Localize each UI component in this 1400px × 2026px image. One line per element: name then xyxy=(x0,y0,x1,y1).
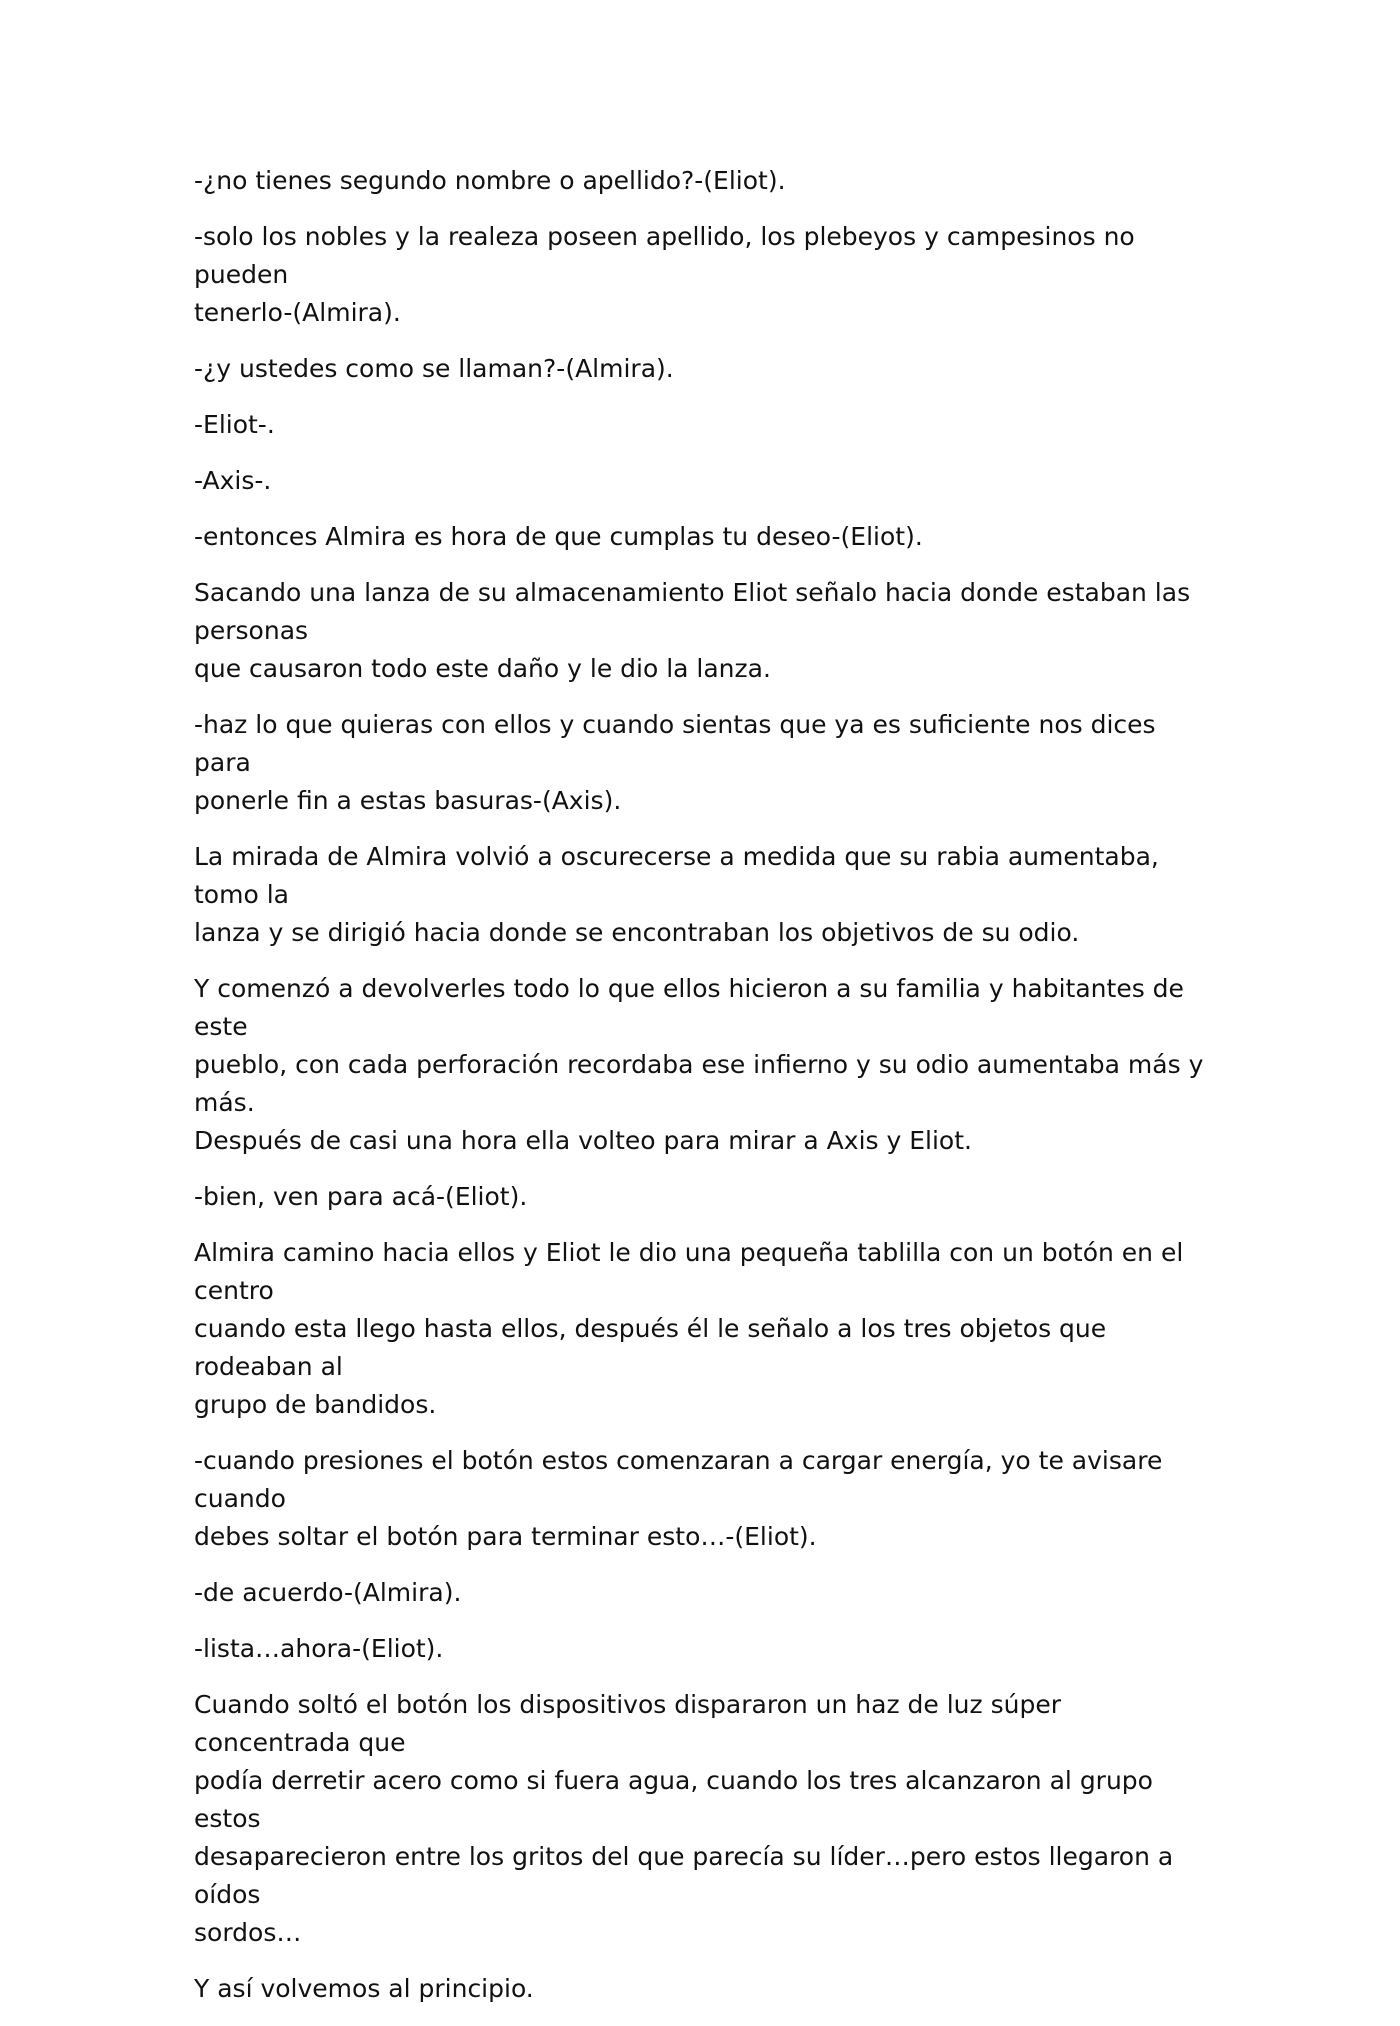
paragraph: Almira camino hacia ellos y Eliot le dio una pequeña tablilla con un botón en el centro cuando esta llego hasta ellos, después él le señalo a los tres objetos que rodeaban al grupo de bandidos. xyxy=(194,1238,1184,1419)
paragraph: -¿y ustedes como se llaman?-(Almira). xyxy=(194,354,674,383)
paragraph: -Eliot-. xyxy=(194,410,275,439)
paragraph: La mirada de Almira volvió a oscurecerse a medida que su rabia aumentaba, tomo la lanza y se dirigió hacia donde se encontraban los objetivos de su odio. xyxy=(194,842,1159,947)
paragraph: -bien, ven para acá-(Eliot). xyxy=(194,1182,528,1211)
paragraph: -de acuerdo-(Almira). xyxy=(194,1578,462,1607)
document-body xyxy=(194,162,1214,2026)
paragraph: Y así volvemos al principio. xyxy=(194,1974,534,2003)
paragraph: -¿no tienes segundo nombre o apellido?-(Eliot). xyxy=(194,166,786,195)
paragraph: Y comenzó a devolverles todo lo que ellos hicieron a su familia y habitantes de este pueblo, con cada perforación recordaba ese infierno y su odio aumentaba más y más. Después de casi una hora ella volteo para mirar a Axis y Eliot. xyxy=(194,974,1204,1155)
paragraph: -haz lo que quieras con ellos y cuando sientas que ya es suficiente nos dices para ponerle fin a estas basuras-(Axis). xyxy=(194,710,1156,815)
paragraph: -entonces Almira es hora de que cumplas tu deseo-(Eliot). xyxy=(194,522,923,551)
paragraph: Cuando soltó el botón los dispositivos dispararon un haz de luz súper concentrada que podía derretir acero como si fuera agua, cuando los tres alcanzaron al grupo estos desaparecieron entre los gritos del que parecía su líder…pero estos llegaron a oídos sordos… xyxy=(194,1690,1174,1947)
paragraph: -cuando presiones el botón estos comenzaran a cargar energía, yo te avisare cuando debes soltar el botón para terminar esto…-(Eliot). xyxy=(194,1446,1163,1551)
paragraph: -Axis-. xyxy=(194,466,272,495)
paragraph: -lista…ahora-(Eliot). xyxy=(194,1634,444,1663)
paragraph: Sacando una lanza de su almacenamiento Eliot señalo hacia donde estaban las personas que causaron todo este daño y le dio la lanza. xyxy=(194,578,1191,683)
paragraph: -solo los nobles y la realeza poseen apellido, los plebeyos y campesinos no pueden tenerlo-(Almira). xyxy=(194,222,1135,327)
